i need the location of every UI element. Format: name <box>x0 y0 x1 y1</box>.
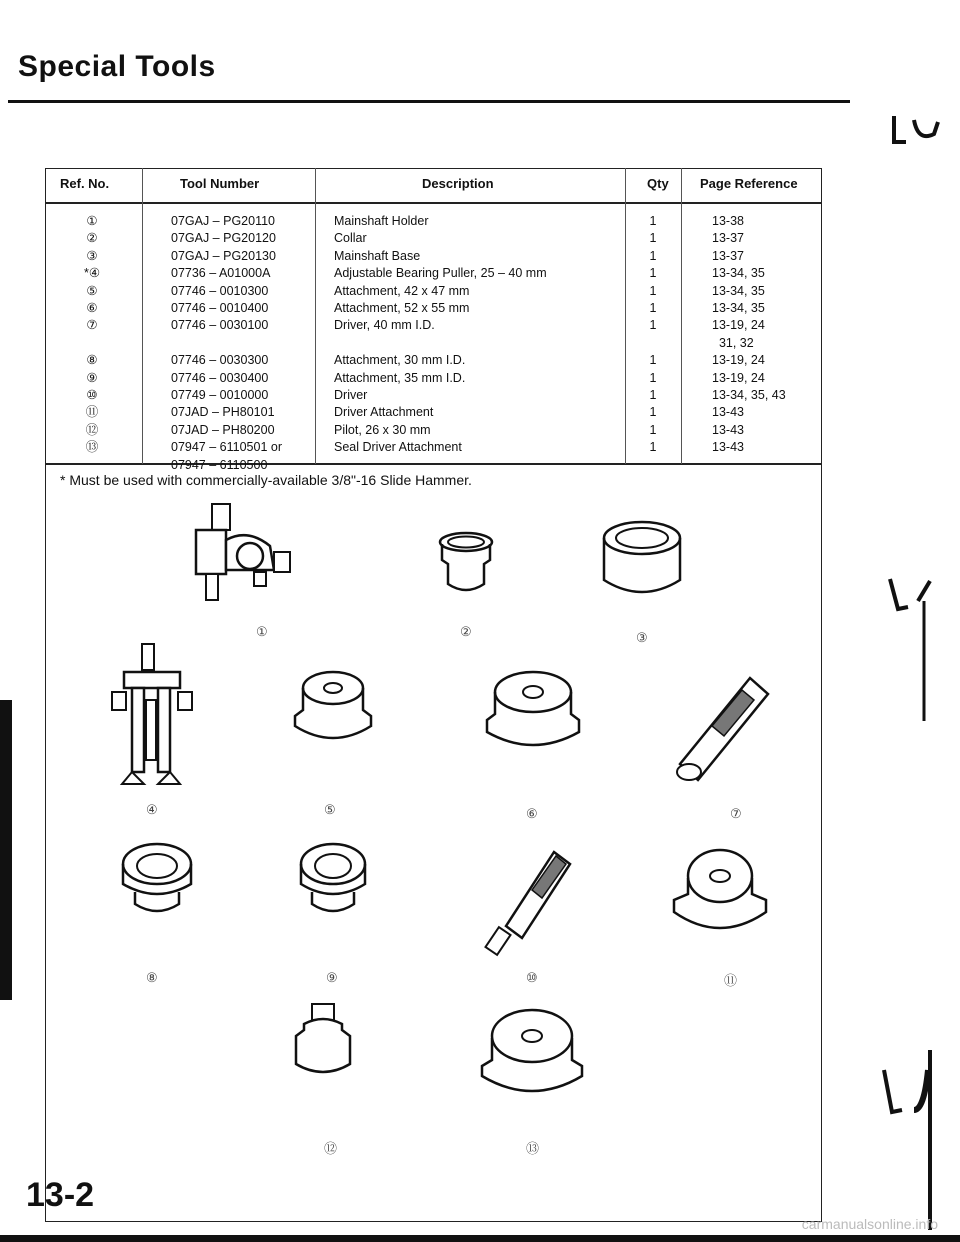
tool-label-3: ③ <box>636 630 648 645</box>
mainshaft-holder-icon <box>178 500 298 610</box>
header-description: Description <box>422 176 494 191</box>
driver-attachment-icon <box>670 836 770 946</box>
tool-label-1: ① <box>256 624 268 639</box>
header-qty: Qty <box>647 176 669 191</box>
description-column: Mainshaft Holder Collar Mainshaft Base Adjustable Bearing Puller, 25 – 40 mm Attachment, 42 x 47 mm Attachment, 52 x 55 mm Driver, 40 mm I.D. Attachment, 30 mm I.D. Attachment, 35 mm I.D. Driver Driver Attachment Pilot, 26 x 30 mm Seal Driver Attachment <box>334 214 547 455</box>
qty-column: 1 1 1 1 1 1 1 1 1 1 1 1 1 <box>649 214 657 455</box>
chapter-tab <box>0 700 12 1000</box>
tool-label-12: ⑫ <box>324 1141 338 1156</box>
header-tool-number: Tool Number <box>180 176 260 191</box>
attachment-52x55-icon <box>483 668 583 758</box>
tool-label-4: ④ <box>146 802 158 817</box>
mainshaft-base-icon <box>600 518 684 604</box>
pilot-icon <box>290 1000 356 1080</box>
tool-label-8: ⑧ <box>146 970 158 985</box>
binder-clip-icon <box>886 575 942 725</box>
tool-label-9: ⑨ <box>326 970 338 985</box>
tool-label-2: ② <box>460 624 472 639</box>
slide-hammer-note: * Must be used with commercially-available 3/8"-16 Slide Hammer. <box>60 472 472 488</box>
bearing-puller-icon <box>102 640 202 790</box>
column-divider <box>681 168 682 464</box>
page-title: Special Tools <box>18 50 216 83</box>
driver-icon <box>470 840 580 960</box>
seal-driver-attachment-icon <box>478 1002 586 1112</box>
tool-label-6: ⑥ <box>526 806 538 821</box>
tool-number-column: 07GAJ – PG20110 07GAJ – PG20120 07GAJ – PG20130 07736 – A01000A 07746 – 0010300 07746 – 0010400 07746 – 0030100 07746 – 0030300 07746 – 0030400 07749 – 0010000 07JAD – PH80101 07JAD – PH80200 07947 – 6110501 or 07947 – 6110500 <box>171 214 282 472</box>
page-number: 13-2 <box>26 1176 95 1214</box>
tool-label-10: ⑩ <box>526 970 538 985</box>
attachment-30mm-icon <box>118 840 196 920</box>
attachment-35mm-icon <box>296 840 370 920</box>
title-rule <box>8 100 850 103</box>
column-divider <box>142 168 143 464</box>
header-rule <box>45 202 822 204</box>
tool-label-11: ⑪ <box>724 973 738 988</box>
attachment-42x47-icon <box>290 668 376 750</box>
driver-40mm-icon <box>672 666 774 786</box>
note-rule <box>45 463 822 465</box>
ref-no-column: ① ② ③ *④ ⑤ ⑥ ⑦ ⑧ ⑨ ⑩ ⑪ ⑫ ⑬ <box>83 214 101 455</box>
column-divider <box>315 168 316 464</box>
page-reference-column: 13-38 13-37 13-37 13-34, 35 13-34, 35 13-34, 35 13-19, 24 31, 32 13-19, 24 13-19, 24 13-34, 35, 43 13-43 13-43 13-43 <box>712 214 786 455</box>
header-page-reference: Page Reference <box>700 176 798 191</box>
tool-label-5: ⑤ <box>324 802 336 817</box>
tool-label-7: ⑦ <box>730 806 742 821</box>
binder-clip-icon <box>890 112 942 148</box>
collar-icon <box>437 530 495 596</box>
header-ref-no: Ref. No. <box>60 176 110 191</box>
tool-label-13: ⑬ <box>526 1141 540 1156</box>
binder-clip-icon <box>880 1040 950 1235</box>
footer-rule <box>0 1235 960 1242</box>
watermark-text: carmanualsonline.info <box>801 1216 938 1232</box>
